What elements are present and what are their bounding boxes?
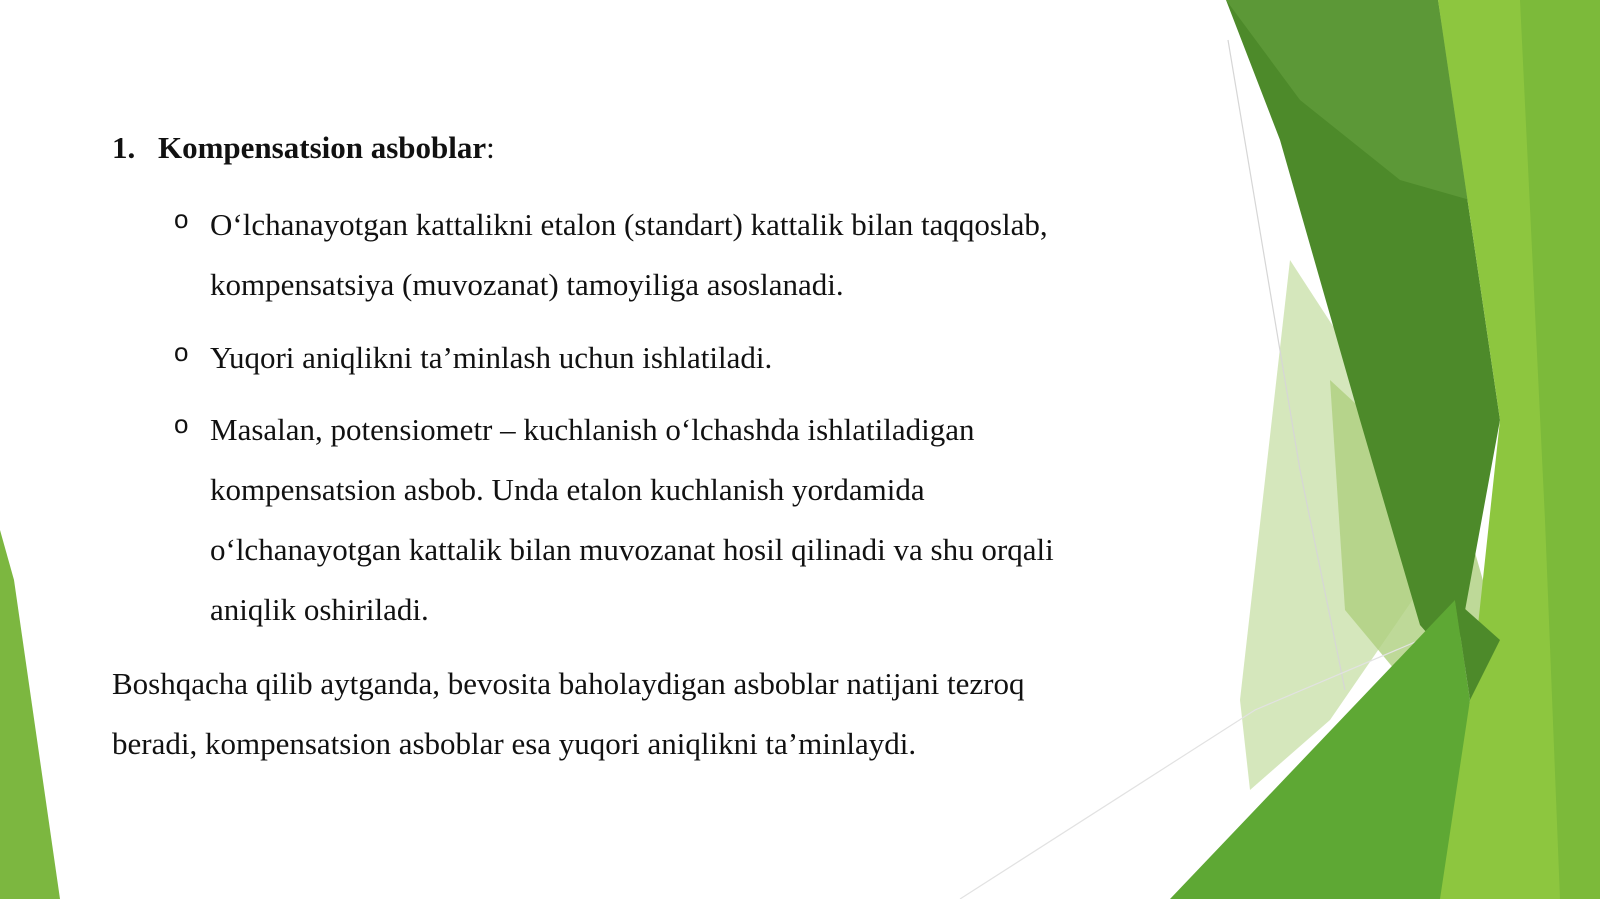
section-heading bbox=[112, 126, 495, 170]
heading-colon: : bbox=[486, 130, 495, 165]
bullet-text bbox=[210, 195, 1140, 315]
heading-number: 1. bbox=[112, 130, 136, 165]
summary-line: Boshqacha qilib aytganda, bevosita baholaydigan asboblar natijani tezroq bbox=[112, 666, 1025, 701]
summary-line: beradi, kompensatsion asboblar esa yuqori aniqlikni ta’minlaydi. bbox=[112, 726, 917, 761]
bullet-marker-icon: o bbox=[174, 337, 189, 367]
bullet-line: O‘lchanayotgan kattalikni etalon (standart) kattalik bilan taqqoslab, bbox=[210, 207, 1048, 242]
bullet-line: kompensatsion asbob. Unda etalon kuchlanish yordamida bbox=[210, 472, 925, 507]
bullet-line: aniqlik oshiriladi. bbox=[210, 592, 429, 627]
bullet-marker-icon: o bbox=[174, 204, 189, 234]
bullet-line: o‘lchanayotgan kattalik bilan muvozanat hosil qilinadi va shu orqali bbox=[210, 532, 1054, 567]
summary-paragraph bbox=[112, 654, 1122, 774]
bullet-line: Masalan, potensiometr – kuchlanish o‘lchashda ishlatiladigan bbox=[210, 412, 975, 447]
bullet-text bbox=[210, 328, 1140, 388]
bullet-text bbox=[210, 400, 1140, 640]
bullet-line: Yuqori aniqlikni ta’minlash uchun ishlatiladi. bbox=[210, 340, 773, 375]
heading-title: Kompensatsion asboblar bbox=[158, 130, 487, 165]
bullet-line: kompensatsiya (muvozanat) tamoyiliga asoslanadi. bbox=[210, 267, 844, 302]
bullet-marker-icon: o bbox=[174, 409, 189, 439]
